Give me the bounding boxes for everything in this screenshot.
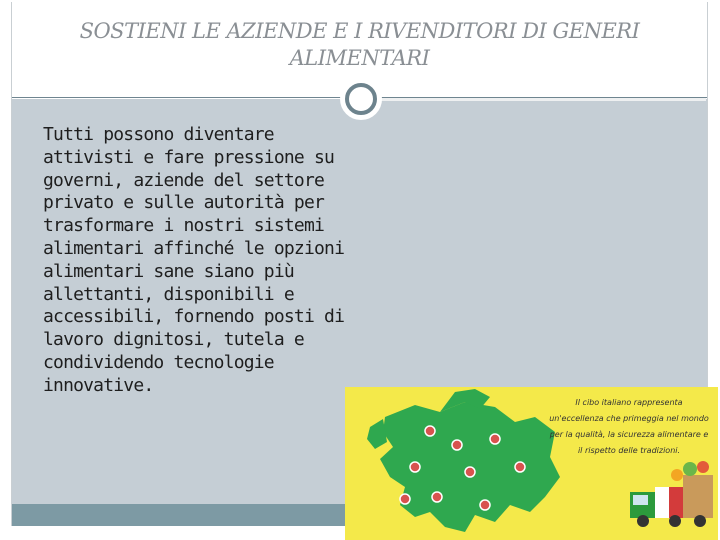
- pin-icon: [490, 434, 500, 444]
- divider-ring: [345, 83, 377, 115]
- uk-shape: [367, 419, 387, 449]
- europe-map-illustration: [345, 387, 718, 540]
- delivery-truck-icon: [630, 461, 713, 527]
- divider-circle-icon: [340, 78, 382, 120]
- pin-icon: [410, 462, 420, 472]
- pin-icon: [425, 426, 435, 436]
- pin-icon: [480, 500, 490, 510]
- slide-body-text: Tutti possono diventare attivisti e fare pressione su governi, aziende del settore privato e sulle autorità per trasformare i nostri sistemi alimentari affinché le opzioni alimentari sane siano più allettanti, disponibili e accessibili, fornendo posti di lavoro dignitosi, tutela e condividendo tecnologie innovative.: [43, 124, 345, 396]
- image-caption: Il cibo italiano rappresenta un'eccellenza che primeggia nel mondo per la qualità, la sicurezza alimentare e il rispetto delle tradizioni.: [549, 398, 709, 455]
- slide-title: SOSTIENI LE AZIENDE E I RIVENDITORI DI GENERI ALIMENTARI: [79, 19, 640, 70]
- pin-icon: [465, 467, 475, 477]
- pin-icon: [432, 492, 442, 502]
- pin-icon: [400, 494, 410, 504]
- title-divider-highlight: [380, 98, 706, 101]
- pin-icon: [452, 440, 462, 450]
- pin-icon: [515, 462, 525, 472]
